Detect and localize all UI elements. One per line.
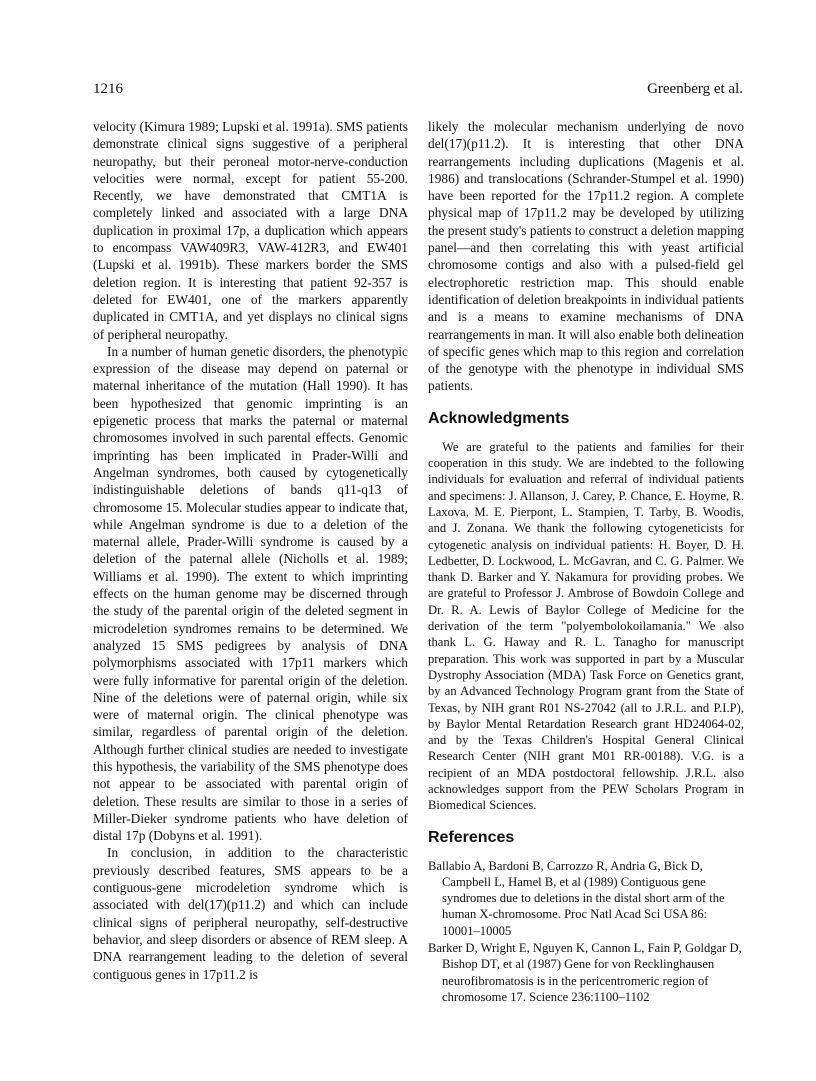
paragraph-continuation-right: likely the molecular mechanism underlying de novo del(17)(p11.2). It is interesting that other DNA rearrangements including duplications (Magenis et al. 1986) and translocations (Schrander-Stumpel et al. 1990) have been reported for the 17p11.2 region. A complete physical map of 17p11.2 may be developed by utilizing the present study's patients to construct a deletion mapping panel—and then correlating this with yeast artificial chromosome contigs and also with a pulsed-field gel electrophoretic restriction map. This should enable identification of deletion breakpoints in individual patients and is a means to examine mechanisms of DNA rearrangements in man. It will also enable both delineation of specific genes which map to this region and correlation of the genotype with the phenotype in individual SMS patients. — [428, 119, 744, 394]
reference-item: Ballabio A, Bardoni B, Carrozzo R, Andria G, Bick D, Campbell L, Hamel B, et al (1989) Contiguous gene syndromes due to deletions in the distal short arm of the human X-chromosome. Proc Natl Acad Sci USA 86: 10001–10005 — [428, 858, 725, 938]
running-head: Greenberg et al. — [647, 81, 743, 97]
paragraph-continuation: velocity (Kimura 1989; Lupski et al. 1991a). SMS patients demonstrate clinical signs suggestive of a peripheral neuropathy, but their peroneal motor-nerve-conduction velocities were normal, except for patient 55-200. Recently, we have demonstrated that CMT1A is completely linked and associated with a large DNA duplication in proximal 17p, a duplication which appears to encompass VAW409R3, VAW-412R3, and EW401 (Lupski et al. 1991b). These markers border the SMS deletion region. It is interesting that patient 92-357 is deleted for EW401, one of the markers apparently duplicated in CMT1A, and yet displays no clinical signs of peripheral neuropathy. — [93, 119, 408, 342]
paragraph-imprinting: In a number of human genetic disorders, the phenotypic expression of the disease may depend on paternal or maternal inheritance of the mutation (Hall 1990). It has been hypothesized that genomic imprinting is an epigenetic process that marks the paternal or maternal chromosomes involved in such parental effects. Genomic imprinting has been implicated in Prader-Willi and Angelman syndromes, both caused by cytogenetically indistinguishable deletions of bands q11-q13 of chromosome 15. Molecular studies appear to indicate that, while Angelman syndrome is due to a deletion of the maternal allele, Prader-Willi syndrome is caused by a deletion of the paternal allele (Nicholls et al. 1989; Williams et al. 1990). The extent to which imprinting effects on the human genome may be discerned through the study of the parental origin of the deleted segment in microdeletion syndromes remains to be determined. We analyzed 15 SMS pedigrees by analysis of DNA polymorphisms associated with 17p11 markers which were fully informative for parental origin of the deletion. Nine of the deletions were of paternal origin, while six were of maternal origin. The clinical phenotype was similar, regardless of parental origin of the deletion. Although further clinical studies are needed to investigate this hypothesis, the variability of the SMS phenotype does not appear to be associated with parental origin of deletion. These results are similar to those in a series of Miller-Dieker syndrome patients who have deletion of distal 17p (Dobyns et al. 1991). — [93, 343, 408, 844]
reference-item: Barker D, Wright E, Nguyen K, Cannon L, Fain P, Goldgar D, Bishop DT, et al (1987) Gene for von Recklinghausen neurofibromatosis is in the pericentromeric region of chromosome 17. Science 236:1100–1102 — [428, 941, 742, 1004]
page-number: 1216 — [93, 81, 123, 97]
page-header — [93, 81, 743, 101]
acknowledgments-heading: Acknowledgments — [428, 409, 570, 427]
left-column — [93, 118, 408, 983]
acknowledgments-text: We are grateful to the patients and families for their cooperation in this study. We are indebted to the following individuals for evaluation and referral of individual patients and specimens: J. Allanson, J. Carey, P. Chance, E. Hoyme, R. Laxova, M. E. Pierpont, L. Stampien, T. Tarby, B. Woodis, and J. Zonana. We thank the following cytogeneticists for cytogenetic analysis on individual patients: H. Boyer, D. H. Ledbetter, D. Lockwood, L. McGavran, and C. G. Palmer. We thank D. Barker and Y. Nakamura for providing probes. We are grateful to Professor J. Ambrose of Bowdoin College and Dr. R. A. Lewis of Baylor College of Medicine for the derivation of the term "polyembolokoilamania." We also thank L. G. Haway and R. L. Tanagho for manuscript preparation. This work was supported in part by a Muscular Dystrophy Association (MDA) Task Force on Genetics grant, by an Advanced Technology Program grant from the State of Texas, by NIH grant R01 NS-27042 (all to J.R.L. and P.I.P), by Baylor Mental Retardation Research grant HD24064-02, and by the Texas Children's Hospital General Clinical Research Center (NIH grant M01 RR-00188). V.G. is a recipient of an MDA postdoctoral fellowship. J.R.L. also acknowledges support from the PEW Scholars Program in Biomedical Sciences. — [428, 439, 744, 813]
paragraph-conclusion: In conclusion, in addition to the characteristic previously described features, SMS appears to be a contiguous-gene microdeletion syndrome which is associated with del(17)(p11.2) and which can include clinical signs of peripheral neuropathy, self-destructive behavior, and sleep disorders or absence of REM sleep. A DNA rearrangement leading to the deletion of several contiguous genes in 17p11.2 is — [93, 845, 408, 982]
references-list — [428, 858, 744, 1006]
references-heading: References — [428, 828, 515, 846]
right-column — [428, 118, 744, 1006]
